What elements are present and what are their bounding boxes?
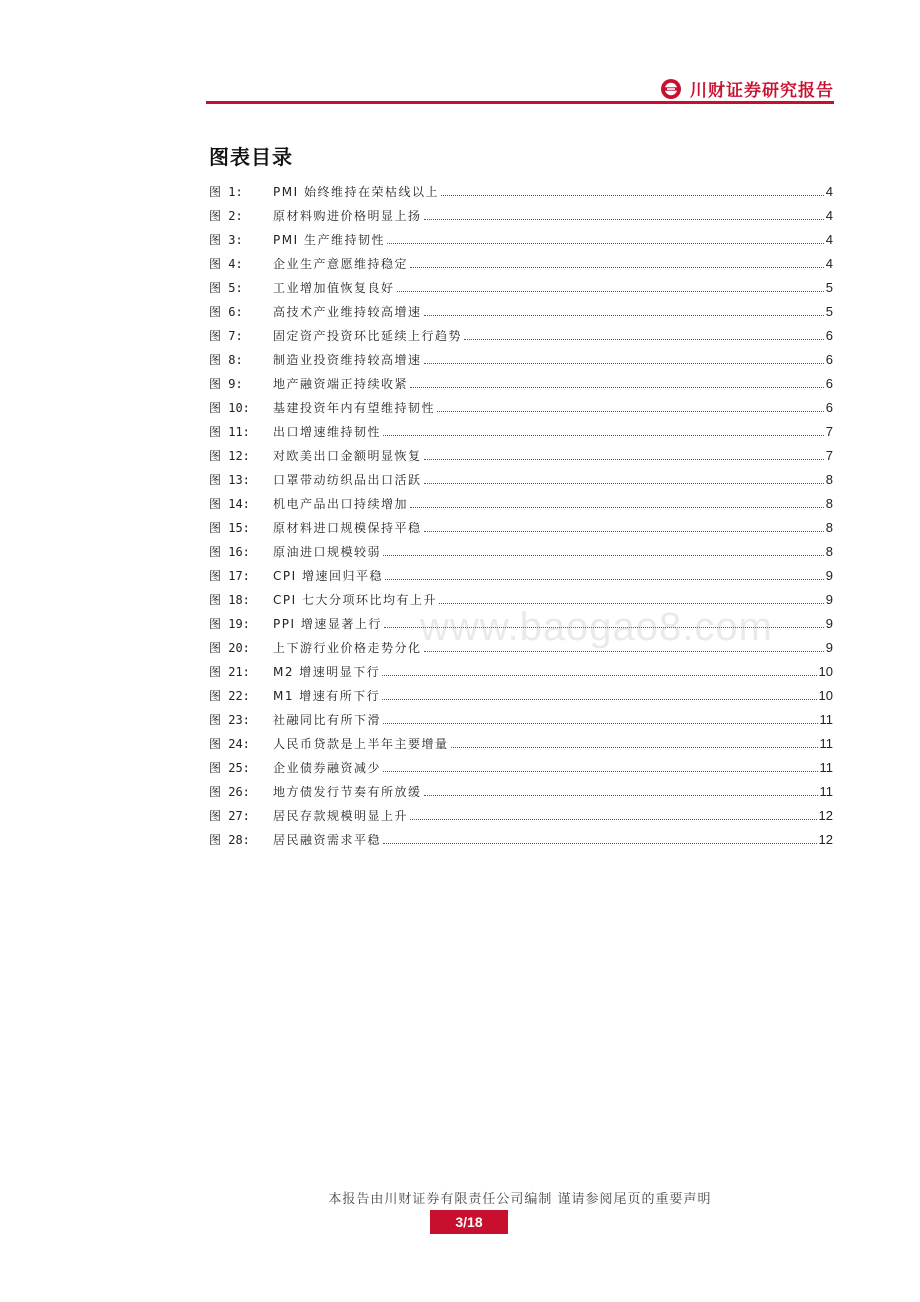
toc-entry-title: 机电产品出口持续增加 (273, 497, 409, 511)
toc-entry[interactable] (209, 224, 833, 248)
toc-dot-leader (410, 267, 824, 268)
toc-entry-page: 9 (825, 592, 833, 607)
toc-entry-label: 图 1: (209, 185, 243, 199)
toc-entry-label: 图 21: (209, 665, 250, 679)
toc-entry-label: 图 6: (209, 305, 243, 319)
toc-dot-leader (451, 747, 818, 748)
toc-entry[interactable] (209, 344, 833, 368)
toc-entry-title: PMI 始终维持在荣枯线以上 (273, 185, 439, 199)
toc-entry-title: 社融同比有所下滑 (273, 713, 382, 727)
toc-dot-leader (424, 651, 824, 652)
toc-entry-label: 图 2: (209, 209, 243, 223)
toc-entry-label: 图 28: (209, 833, 250, 847)
toc-entry-page: 5 (825, 304, 833, 319)
toc-entry-label: 图 16: (209, 545, 250, 559)
brand-name: 川财证券研究报告 (690, 81, 834, 101)
toc-entry[interactable] (209, 392, 833, 416)
toc-entry-page: 8 (825, 544, 833, 559)
toc-entry[interactable] (209, 632, 833, 656)
toc-entry[interactable] (209, 368, 833, 392)
toc-entry-label: 图 23: (209, 713, 250, 727)
toc-dot-leader (383, 723, 817, 724)
toc-entry-label: 图 8: (209, 353, 243, 367)
toc-entry-page: 8 (825, 472, 833, 487)
toc-entry-title: 原材料进口规模保持平稳 (273, 521, 422, 535)
toc-entry-title: 固定资产投资环比延续上行趋势 (273, 329, 463, 343)
toc-entry[interactable] (209, 176, 833, 200)
chuancai-logo-icon (660, 78, 682, 100)
toc-entry-page: 4 (825, 208, 833, 223)
toc-dot-leader (424, 531, 824, 532)
toc-entry-page: 7 (825, 448, 833, 463)
toc-entry-title: 企业生产意愿维持稳定 (273, 257, 409, 271)
toc-entry-title: 对欧美出口金额明显恢复 (273, 449, 422, 463)
toc-entry-page: 10 (818, 664, 833, 679)
toc-dot-leader (383, 843, 817, 844)
toc-entry-title: 制造业投资维持较高增速 (273, 353, 422, 367)
toc-entry-page: 8 (825, 496, 833, 511)
toc-entry-page: 12 (818, 832, 833, 847)
toc-entry-label: 图 7: (209, 329, 243, 343)
toc-dot-leader (387, 243, 824, 244)
toc-entry-label: 图 3: (209, 233, 243, 247)
toc-entry-title: 地产融资端正持续收紧 (273, 377, 409, 391)
footer-disclaimer: 本报告由川财证券有限责任公司编制 谨请参阅尾页的重要声明 (328, 1192, 712, 1207)
toc-entry-page: 8 (825, 520, 833, 535)
toc-entry-page: 7 (825, 424, 833, 439)
toc-dot-leader (439, 603, 824, 604)
toc-entry-label: 图 19: (209, 617, 250, 631)
brand (660, 76, 834, 101)
toc-entry[interactable] (209, 512, 833, 536)
toc-dot-leader (424, 315, 824, 316)
toc-entry-label: 图 13: (209, 473, 250, 487)
toc-entry-title: 人民币贷款是上半年主要增量 (273, 737, 449, 751)
toc-entry-title: 地方债发行节奏有所放缓 (273, 785, 422, 799)
toc-entry-label: 图 27: (209, 809, 250, 823)
page-number-badge: 3/18 (430, 1210, 508, 1234)
toc-dot-leader (383, 555, 824, 556)
toc-entry-title: 上下游行业价格走势分化 (273, 641, 422, 655)
toc-entry-title: 原材料购进价格明显上扬 (273, 209, 422, 223)
toc-entry-page: 6 (825, 328, 833, 343)
toc-entry-page: 11 (819, 736, 833, 751)
toc-entry-label: 图 9: (209, 377, 243, 391)
toc-entry-title: 口罩带动纺织品出口活跃 (273, 473, 422, 487)
toc-dot-leader (410, 387, 824, 388)
toc-entry-title: 高技术产业维持较高增速 (273, 305, 422, 319)
toc-entry-label: 图 25: (209, 761, 250, 775)
toc-entry[interactable] (209, 608, 833, 632)
toc-entry[interactable] (209, 560, 833, 584)
toc-dot-leader (383, 771, 817, 772)
toc-dot-leader (424, 483, 824, 484)
toc-entry-label: 图 5: (209, 281, 243, 295)
toc-entry-title: M1 增速有所下行 (273, 689, 381, 703)
toc-dot-leader (424, 219, 824, 220)
toc-entry-page: 5 (825, 280, 833, 295)
toc-entry-label: 图 10: (209, 401, 250, 415)
toc-dot-leader (382, 699, 816, 700)
toc-title: 图表目录 (209, 145, 293, 169)
toc-entry-label: 图 20: (209, 641, 250, 655)
toc-dot-leader (410, 819, 817, 820)
toc-dot-leader (397, 291, 824, 292)
toc-entry-label: 图 4: (209, 257, 243, 271)
toc-entry-title: PPI 增速显著上行 (273, 617, 382, 631)
toc-entry-title: 居民融资需求平稳 (273, 833, 382, 847)
toc-entry[interactable] (209, 296, 833, 320)
toc-entry-title: CPI 增速回归平稳 (273, 569, 383, 583)
toc-entry[interactable] (209, 824, 833, 848)
toc-dot-leader (464, 339, 824, 340)
toc-entry-title: 出口增速维持韧性 (273, 425, 382, 439)
toc-entry[interactable] (209, 272, 833, 296)
toc-entry-page: 11 (819, 760, 833, 775)
toc-entry-title: M2 增速明显下行 (273, 665, 381, 679)
toc-dot-leader (382, 675, 816, 676)
toc-entry-page: 4 (825, 232, 833, 247)
toc-entry-title: 居民存款规模明显上升 (273, 809, 409, 823)
toc-entry-page: 9 (825, 616, 833, 631)
toc-entry-title: 工业增加值恢复良好 (273, 281, 395, 295)
toc-entry[interactable] (209, 488, 833, 512)
toc-entry-title: 企业债券融资减少 (273, 761, 382, 775)
toc-list (209, 176, 833, 848)
toc-entry-page: 11 (819, 784, 833, 799)
page-header (0, 0, 920, 104)
toc-entry[interactable] (209, 800, 833, 824)
toc-dot-leader (383, 435, 824, 436)
toc-entry-label: 图 11: (209, 425, 250, 439)
toc-entry-label: 图 17: (209, 569, 250, 583)
toc-dot-leader (437, 411, 824, 412)
toc-entry-title: PMI 生产维持韧性 (273, 233, 385, 247)
toc-entry-page: 12 (818, 808, 833, 823)
watermark: www.baogao8.com (420, 605, 773, 649)
toc-dot-leader (410, 507, 824, 508)
toc-dot-leader (384, 627, 824, 628)
toc-entry-label: 图 22: (209, 689, 250, 703)
toc-entry[interactable] (209, 320, 833, 344)
toc-dot-leader (441, 195, 824, 196)
toc-entry-page: 6 (825, 400, 833, 415)
toc-entry[interactable] (209, 680, 833, 704)
toc-entry[interactable] (209, 656, 833, 680)
toc-entry-page: 11 (819, 712, 833, 727)
toc-entry-page: 4 (825, 256, 833, 271)
toc-entry-label: 图 18: (209, 593, 250, 607)
toc-dot-leader (385, 579, 824, 580)
toc-dot-leader (424, 363, 824, 364)
toc-entry-label: 图 14: (209, 497, 250, 511)
toc-entry-label: 图 12: (209, 449, 250, 463)
toc-entry[interactable] (209, 416, 833, 440)
toc-entry[interactable] (209, 728, 833, 752)
toc-entry[interactable] (209, 464, 833, 488)
toc-entry[interactable] (209, 584, 833, 608)
toc-entry-title: 原油进口规模较弱 (273, 545, 382, 559)
toc-entry-page: 9 (825, 568, 833, 583)
toc-entry-page: 9 (825, 640, 833, 655)
toc-entry-page: 10 (818, 688, 833, 703)
toc-entry-title: CPI 七大分项环比均有上升 (273, 593, 437, 607)
toc-entry[interactable] (209, 200, 833, 224)
toc-entry[interactable] (209, 704, 833, 728)
toc-dot-leader (424, 459, 824, 460)
toc-entry-page: 6 (825, 376, 833, 391)
toc-entry[interactable] (209, 752, 833, 776)
toc-entry[interactable] (209, 248, 833, 272)
toc-entry-label: 图 24: (209, 737, 250, 751)
toc-entry-page: 4 (825, 184, 833, 199)
header-divider (206, 101, 834, 104)
toc-entry-title: 基建投资年内有望维持韧性 (273, 401, 436, 415)
toc-entry[interactable] (209, 440, 833, 464)
toc-entry-label: 图 15: (209, 521, 250, 535)
toc-entry[interactable] (209, 536, 833, 560)
toc-entry[interactable] (209, 776, 833, 800)
toc-entry-page: 6 (825, 352, 833, 367)
toc-entry-label: 图 26: (209, 785, 250, 799)
toc-dot-leader (424, 795, 818, 796)
